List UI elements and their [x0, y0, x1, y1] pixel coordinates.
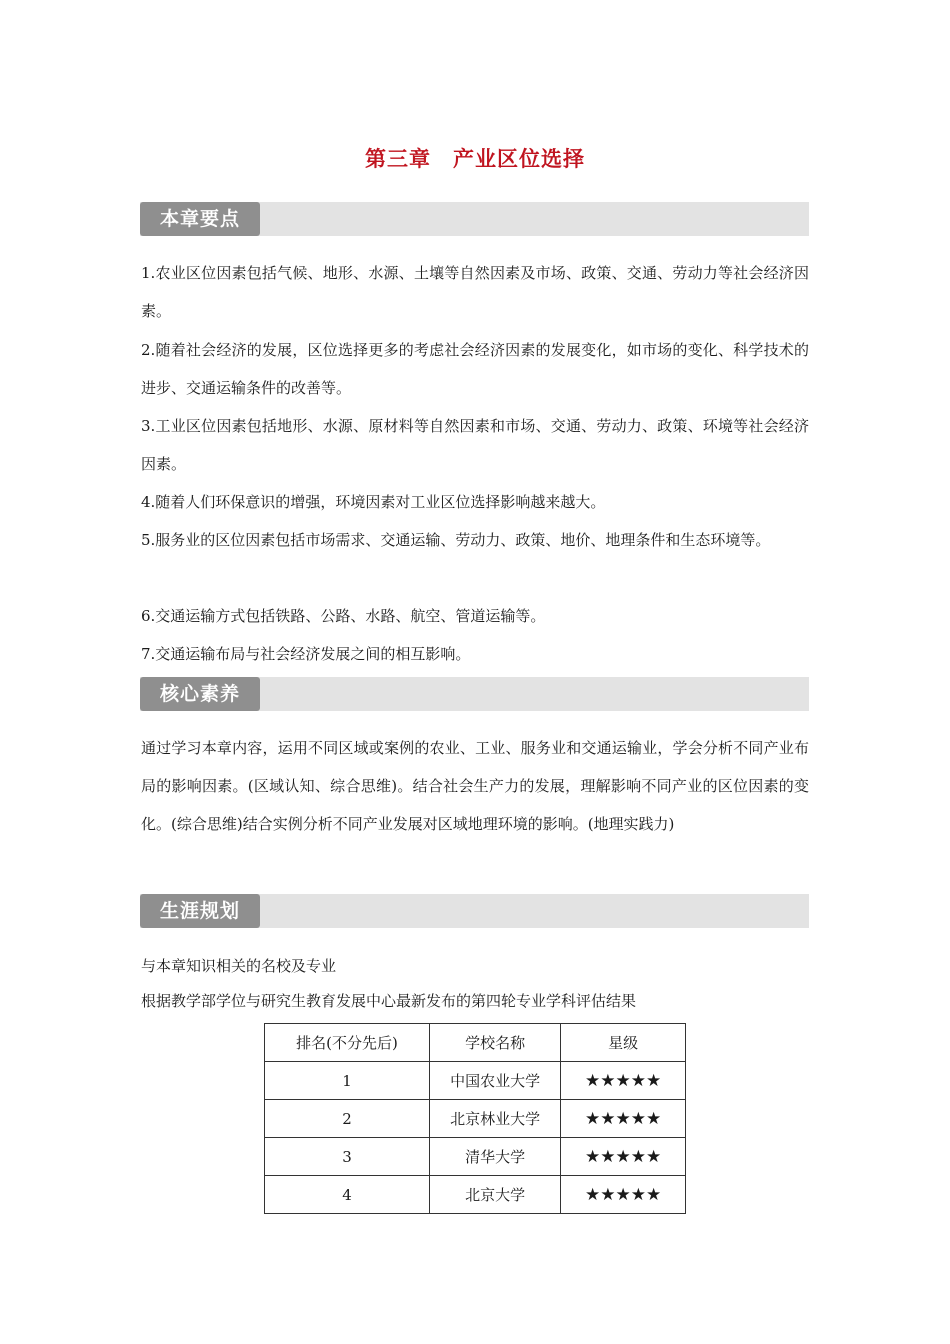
core-literacy-text: 通过学习本章内容，运用不同区域或案例的农业、工业、服务业和交通运输业，学会分析不同产业布局的影响因素。(区域认知、综合思维)。结合社会生产力的发展，理解影响不同产业的区位因素的变化。(综合思维)结合实例分析不同产业发展对区域地理环境的影响。(地理实践力) [141, 739, 809, 833]
rank-cell: 4 [265, 1176, 430, 1214]
header-rank: 排名(不分先后) [265, 1024, 430, 1062]
stars-cell: ★★★★★ [561, 1062, 686, 1100]
section-banner-key-points [140, 202, 809, 236]
stars-cell: ★★★★★ [561, 1176, 686, 1214]
chapter-title: 第三章 产业区位选择 [365, 147, 585, 171]
stars-cell: ★★★★★ [561, 1100, 686, 1138]
school-cell: 中国农业大学 [430, 1062, 561, 1100]
school-cell: 北京林业大学 [430, 1100, 561, 1138]
table-row [265, 1100, 686, 1138]
table-header-row [265, 1024, 686, 1062]
header-stars: 星级 [561, 1024, 686, 1062]
rank-cell: 1 [265, 1062, 430, 1100]
key-point-6: 6.交通运输方式包括铁路、公路、水路、航空、管道运输等。 [141, 607, 546, 625]
stars-cell: ★★★★★ [561, 1138, 686, 1176]
section-banner-career [140, 894, 809, 928]
section-heading-core: 核心素养 [140, 677, 260, 711]
key-point-7: 7.交通运输布局与社会经济发展之间的相互影响。 [141, 645, 471, 663]
school-ranking-table [264, 1023, 686, 1214]
career-source: 根据教学部学位与研究生教育发展中心最新发布的第四轮专业学科评估结果 [141, 992, 637, 1010]
section-heading-career: 生涯规划 [140, 894, 260, 928]
rank-cell: 2 [265, 1100, 430, 1138]
key-point-5: 5.服务业的区位因素包括市场需求、交通运输、劳动力、政策、地价、地理条件和生态环境等。 [141, 531, 771, 549]
key-point-4: 4.随着人们环保意识的增强，环境因素对工业区位选择影响越来越大。 [141, 493, 606, 511]
table-row [265, 1138, 686, 1176]
section-banner-core [140, 677, 809, 711]
table-row [265, 1176, 686, 1214]
header-school: 学校名称 [430, 1024, 561, 1062]
key-point-1: 1.农业区位因素包括气候、地形、水源、土壤等自然因素及市场、政策、交通、劳动力等社会经济因素。 [141, 264, 809, 320]
table-row [265, 1062, 686, 1100]
school-cell: 北京大学 [430, 1176, 561, 1214]
school-cell: 清华大学 [430, 1138, 561, 1176]
career-intro: 与本章知识相关的名校及专业 [141, 957, 337, 975]
rank-cell: 3 [265, 1138, 430, 1176]
key-point-3: 3.工业区位因素包括地形、水源、原材料等自然因素和市场、交通、劳动力、政策、环境等社会经济因素。 [141, 417, 809, 473]
section-heading-key-points: 本章要点 [140, 202, 260, 236]
key-point-2: 2.随着社会经济的发展，区位选择更多的考虑社会经济因素的发展变化，如市场的变化、科学技术的进步、交通运输条件的改善等。 [141, 341, 809, 397]
